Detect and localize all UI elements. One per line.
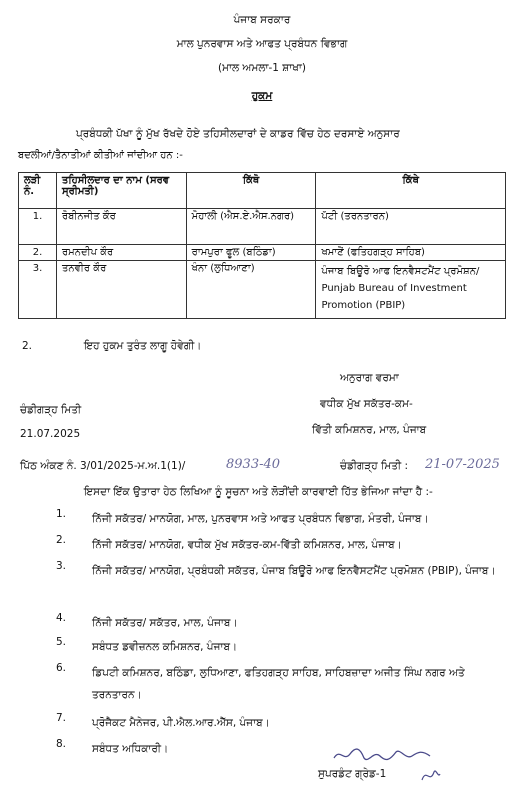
department-heading: ਮਾਲ ਪੁਨਰਵਾਸ ਅਤੇ ਆਫਤ ਪ੍ਰਬੰਧਨ ਵਿਭਾਗ: [176, 38, 348, 50]
row-name: ਰੋਬੀਨਜੀਤ ਕੌਰ: [56, 209, 186, 245]
table-row: [19, 261, 506, 319]
intro-line-2: ਬਦਲੀਆਂ/ਤੈਨਾਤੀਆਂ ਕੀਤੀਆਂ ਜਾਂਦੀਆ ਹਨ :-: [18, 150, 183, 161]
order-date: 21.07.2025: [20, 428, 81, 440]
endorsement-ref-label: ਪਿੱਠ ਅੰਕਣ ਨੰ. 3/01/2025-ਮ.ਅ.1(1)/: [20, 460, 186, 472]
endorsement-date: 21-07-2025: [425, 457, 500, 472]
list-item-text: ਨਿੱਜੀ ਸਕੱਤਰ/ ਮਾਨਯੋਗ, ਵਧੀਕ ਮੁੱਖ ਸਕੱਤਰ-ਕਮ-ਵਿੱਤੀ ਕਮਿਸ਼ਨਰ, ਮਾਲ, ਪੰਜਾਬ।: [92, 539, 402, 551]
row-from: ਮੋਹਾਲੀ (ਐਸ.ਏ.ਐਸ.ਨਗਰ): [186, 209, 316, 245]
row-serial: 1.: [19, 209, 57, 245]
row-to: ਪੰਜਾਬ ਬਿਊਰੋ ਆਫ ਇਨਵੈਸਟਮੈਂਟ ਪ੍ਰਮੋਸ਼ਨ/ Punjab Bureau of Investment Promotion (PBIP): [316, 261, 506, 319]
list-item-text: ਸਬੰਧਤ ਡਵੀਜ਼ਨਲ ਕਮਿਸ਼ਨਰ, ਪੰਜਾਬ।: [92, 641, 238, 653]
government-heading: ਪੰਜਾਬ ਸਰਕਾਰ: [233, 14, 291, 26]
table-row: [19, 209, 506, 245]
list-item-text: ਨਿੱਜੀ ਸਕੱਤਰ/ ਮਾਨਯੋਗ, ਮਾਲ, ਪੁਨਰਵਾਸ ਅਤੇ ਆਫਤ ਪ੍ਰਬੰਧਨ ਵਿਭਾਗ, ਮੰਤਰੀ, ਪੰਜਾਬ।: [92, 513, 429, 525]
list-item-number: 7.: [56, 712, 67, 724]
signatory-title-2: ਵਿੱਤੀ ਕਮਿਸ਼ਨਰ, ਮਾਲ, ਪੰਜਾਬ: [312, 424, 427, 436]
list-item-number: 8.: [56, 738, 67, 750]
row-serial: 3.: [19, 261, 57, 319]
list-item-text: ਨਿੱਜੀ ਸਕੱਤਰ/ ਮਾਨਯੋਗ, ਪ੍ਰਬੰਧਕੀ ਸਕੱਤਰ, ਪੰਜਾਬ ਬਿਊਰੋ ਆਫ ਇਨਵੈਸਟਮੈਂਟ ਪ੍ਰਮੋਸ਼ਨ (PBIP), ਪੰਜਾਬ।: [92, 565, 496, 577]
initials-mark: [418, 764, 442, 786]
list-item-number: 6.: [56, 662, 67, 674]
intro-line-1: ਪ੍ਰਬੰਧਕੀ ਪੱਖਾ ਨੂੰ ਮੁੱਖ ਰੱਖਦੇ ਹੋਏ ਤਹਿਸੀਲਦਾਰਾਂ ਦੇ ਕਾਡਰ ਵਿੱਚ ਹੇਠ ਦਰਸਾਏ ਅਨੁਸਾਰ: [76, 128, 400, 140]
list-item: [56, 508, 512, 530]
signatory-title-1: ਵਧੀਕ ਮੁੱਖ ਸਕੱਤਰ-ਕਮ-: [320, 398, 413, 410]
list-item: [56, 560, 512, 582]
list-item-number: 1.: [56, 508, 67, 520]
branch-heading: (ਮਾਲ ਅਮਲਾ-1 ਸ਼ਾਖਾ): [217, 62, 307, 74]
endorsement-date-label: ਚੰਡੀਗੜ੍ਹ ਮਿਤੀ :: [340, 460, 409, 472]
order-title: ਹੁਕਮ: [251, 90, 273, 102]
list-item-text: ਸਬੰਧਤ ਅਧਿਕਾਰੀ।: [92, 743, 169, 755]
row-to: ਪੱਟੀ (ਤਰਨਤਾਰਨ): [316, 209, 506, 245]
list-item: [56, 636, 512, 658]
row-from: ਰਾਮਪੁਰਾ ਫੂਲ (ਬਠਿੰਡਾ): [186, 245, 316, 261]
transfers-table: [18, 172, 506, 319]
header-to: ਕਿੱਥੇ: [316, 173, 506, 209]
header-serial: ਲੜੀ ਨੰ.: [19, 173, 57, 209]
footer-designation: ਸੁਪਰਡੰਟ ਗ੍ਰੇਡ-1: [318, 768, 387, 780]
list-item: [56, 612, 512, 634]
endorsement-intro: ਇਸਦਾ ਇੱਕ ਉਤਾਰਾ ਹੇਠ ਲਿਖਿਆ ਨੂੰ ਸੂਚਨਾ ਅਤੇ ਲੋੜੀਂਦੀ ਕਾਰਵਾਈ ਹਿੱਤ ਭੇਜਿਆ ਜਾਂਦਾ ਹੈ :-: [84, 486, 433, 498]
list-item-number: 2.: [56, 534, 67, 546]
row-to: ਖਮਾਣੋਂ (ਫਤਿਹਗੜ੍ਹ ਸਾਹਿਬ): [316, 245, 506, 261]
header-name: ਤਹਿਸੀਲਦਾਰ ਦਾ ਨਾਮ (ਸਰਵ ਸ੍ਰੀਮਤੀ): [56, 173, 186, 209]
clause-2-number: 2.: [22, 340, 33, 352]
list-item-number: 3.: [56, 560, 67, 572]
list-item-number: 5.: [56, 636, 67, 648]
clause-2-text: ਇਹ ਹੁਕਮ ਤੁਰੰਤ ਲਾਗੂ ਹੋਵੇਗੀ।: [84, 340, 202, 352]
list-item: [56, 662, 512, 706]
row-from: ਖੰਨਾ (ਲੁਧਿਆਣਾ): [186, 261, 316, 319]
list-item-text: ਨਿੱਜੀ ਸਕੱਤਰ/ ਸਕੱਤਰ, ਮਾਲ, ਪੰਜਾਬ।: [92, 617, 238, 629]
list-item-text: ਡਿਪਟੀ ਕਮਿਸ਼ਨਰ, ਬਠਿੰਡਾ, ਲੁਧਿਆਣਾ, ਫਤਿਹਗੜ੍ਹ ਸਾਹਿਬ, ਸਾਹਿਬਜ਼ਾਦਾ ਅਜੀਤ ਸਿੰਘ ਨਗਰ ਅਤੇ ਤਰਨਤਾਰਨ।: [92, 667, 465, 701]
row-serial: 2.: [19, 245, 57, 261]
header-from: ਕਿੱਥੋ: [186, 173, 316, 209]
row-name: ਰਮਨਦੀਪ ਕੌਰ: [56, 245, 186, 261]
row-name: ਤਨਵੀਰ ਕੌਰ: [56, 261, 186, 319]
signature: [330, 744, 450, 766]
place-date-label: ਚੰਡੀਗੜ੍ਹ ਮਿਤੀ: [20, 404, 82, 416]
list-item: [56, 712, 512, 734]
table-header-row: [19, 173, 506, 209]
list-item-text: ਪ੍ਰੋਜੈਕਟ ਮੈਨੇਜਰ, ਪੀ.ਐਲ.ਆਰ.ਐੱਸ, ਪੰਜਾਬ।: [92, 717, 270, 729]
endorsement-ref-number: 8933-40: [226, 457, 281, 472]
signatory-name: ਅਨੁਰਾਗ ਵਰਮਾ: [340, 372, 399, 384]
list-item: [56, 534, 512, 556]
list-item-number: 4.: [56, 612, 67, 624]
table-row: [19, 245, 506, 261]
